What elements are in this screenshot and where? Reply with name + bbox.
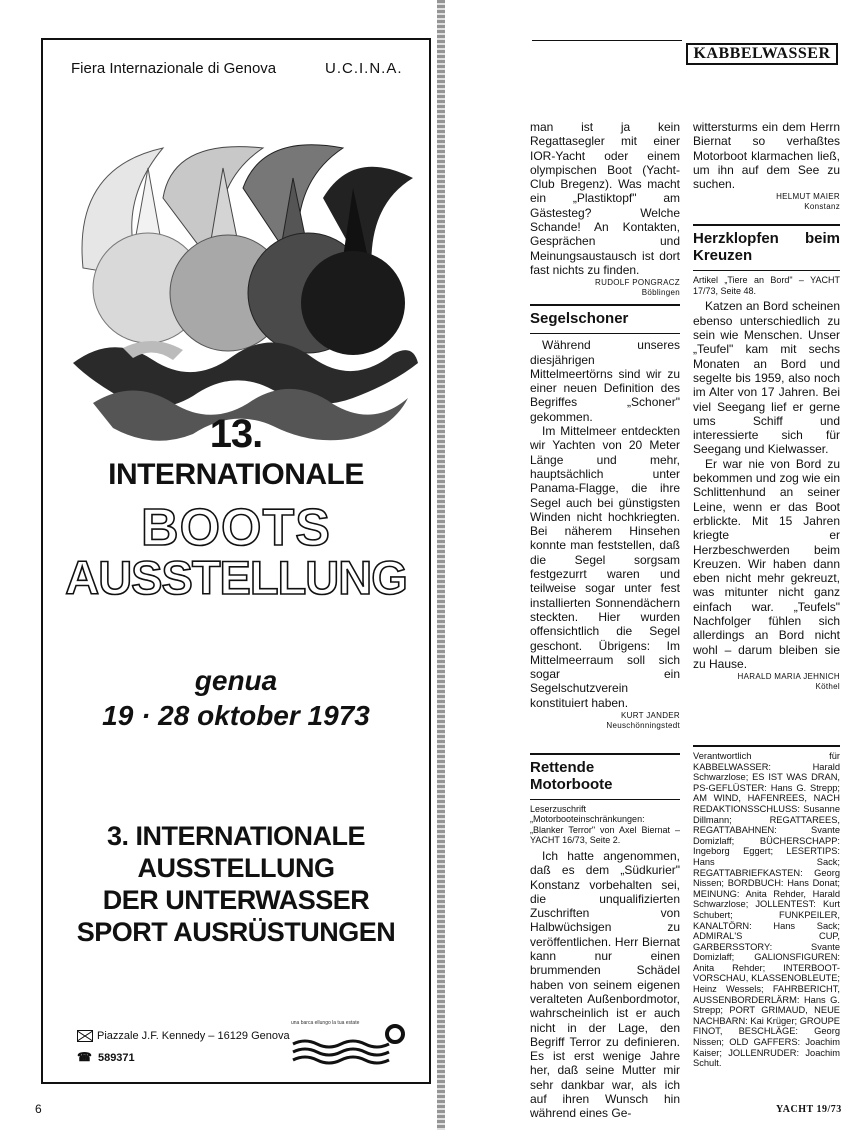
ad-address: [77, 1030, 290, 1042]
section-rule: [693, 270, 840, 271]
ad-third-line: AUSSTELLUNG: [137, 853, 335, 883]
section-rule: [693, 224, 840, 226]
ad-city: genua: [194, 665, 278, 696]
telephone-icon: ☎: [77, 1050, 92, 1064]
letter-text: wittersturms ein dem Herrn Biernat so verhaßtes Motorboot klarmachen ließ, um ihn auf dem See zu suchen.: [693, 120, 840, 192]
ad-logo: [291, 1020, 411, 1068]
sails-illustration: [53, 128, 423, 448]
ad-heading-ausstellung: AUSSTELLUNG: [65, 551, 407, 604]
letters-column-2: [693, 120, 840, 692]
letter-reference: Leserzuschrift „Motorbooteinschränkungen: „Blanker Terror" von Axel Biernat – YACHT 16/73, Seite 2.: [530, 803, 680, 846]
letter-signature: [530, 711, 680, 731]
ad-phone: [77, 1050, 135, 1064]
wave-logo-icon: [291, 1020, 411, 1068]
letter-signature: [693, 672, 840, 692]
section-heading: Rettende Motorboote: [530, 758, 613, 793]
letter-city: Konstanz: [804, 202, 840, 212]
letter-reference: Artikel „Tiere an Bord" – YACHT 17/73, Seite 48.: [693, 275, 840, 296]
ad-heading-boots: BOOTS: [141, 499, 331, 557]
ad-third-line: DER UNTERWASSER: [102, 885, 370, 915]
letter-city: Köthel: [815, 682, 840, 692]
binding-gutter: [437, 0, 445, 1130]
ad-dates: 19 · 28 oktober 1973: [102, 700, 370, 731]
page-number: 6: [35, 1102, 42, 1116]
letter-text: Er war nie von Bord zu bekommen und zog wie ein Schlittenhund an seiner Leine, wenn er das Boot erblickte. Mit 15 Jahren kriegte er Herzbeschwerden beim Kreuzen. Wir haben dann eben nicht mehr gekreuzt, was mitunter nicht ganz einfach war. „Teufels" Nachfolger fühlen sich allerdings an Bord nicht wohl – darum bleiben sie zu Hause.: [693, 456, 840, 671]
envelope-icon: [77, 1030, 93, 1042]
letter-author: HARALD MARIA JEHNICH: [737, 672, 840, 682]
letter-signature: [530, 278, 680, 298]
section-rule: [530, 799, 680, 800]
letter-author: RUDOLF PONGRACZ: [595, 278, 680, 288]
ad-logo-slogan: una barca ellungo la tua estate: [291, 1020, 360, 1026]
boat-show-advertisement: [41, 38, 431, 1084]
ad-underwater-exhibition: [43, 820, 429, 948]
ad-organizer: U.C.I.N.A.: [325, 60, 403, 77]
section-heading: Segelschoner: [530, 310, 629, 328]
letter-text: Ich hatte angenommen, daß es dem „Südkurier" Konstanz vorbehalten sei, die unqualifizierten Zuschriften von Halbwüchsigen zu veröffentlichen. Herr Biernat kann nur einen brummenden Schädel haben von seinem eigenen veralteten Außenbordmotor, wahrscheinlich ist er auch nicht in der Lage, den Begriff Terror zu definieren. Es ist erst wenige Jahre her, daß seine Mutter mir sehr dankbar war, als ich auf ihren Wunsch hin während eines Ge-: [530, 848, 680, 1121]
letter-author: HELMUT MAIER: [776, 192, 840, 202]
editorial-imprint: Verantwortlich für KABBELWASSER: Harald Schwarzlose; ES IST WAS DRAN, PS-GEFLÜSTER: Hans G. Strepp; AM WIND, HAFENREES, NACH REDAKTIONSSCHLUSS: Susanne Dillmann; REGATTAREES, REGATTABAHNEN: Svante Domizlaff; BÜCHERSCHAPP: Ingeborg Eggert; LESERTIPS: Hans Sack; REGATTABRIEFKASTEN: Georg Nissen; BORDBUCH: Hans Donat; MEINUNG: Anita Rehder, Harald Schwarzlose; JOLLENTEST: Kurt Schubert; FUNKPEILER, KANALTÖRN: Hans Sack; ADMIRAL'S CUP, GARBERSSTORY: Svante Domizlaff; GALIONSFIGUREN: Anita Rehder; INTERBOOT-VORSCHAU, KLASSENOBLEUTE; Heinz Wessels; FAHRBERICHT, AUSSENBORDERLÄRM: Hans G. Strepp; PORT GRIMAUD, NEUE NACHBARN: Kai Krüger; GROUPE FINOT, BESCHLÄGE: Georg Nissen; OLD GAFFERS: Joachim Kaiser; JOLLENRUDER: Joachim Schult.: [693, 745, 840, 1069]
section-rule: [530, 753, 680, 755]
letter-text: Während unseres diesjährigen Mittelmeertörns sind wir zu einer neuen Definition des Begriffes „Schoner" gekommen.: [530, 338, 680, 424]
ad-heading-international: INTERNATIONALE: [108, 458, 364, 491]
rubric-title: KABBELWASSER: [686, 43, 838, 65]
section-rule: [530, 333, 680, 334]
ad-edition-number: 13.: [209, 412, 263, 456]
ad-address-text: Piazzale J.F. Kennedy – 16129 Genova: [97, 1030, 290, 1042]
letter-text: man ist ja kein Regattasegler mit einer IOR-Yacht oder einem olympischen Boot (Yacht-Club Bregenz). Was macht ein „Plastiktopf" am Gästesteg? Welche Schande! An Kontakten, Gesprächen und Meinungsaustausch ist dort fast nichts zu finden.: [530, 120, 680, 277]
letters-column-1: [530, 120, 680, 1121]
letter-city: Böblingen: [641, 288, 680, 298]
ad-phone-number: 589371: [97, 1052, 135, 1064]
ad-third-line: SPORT AUSRÜSTUNGEN: [76, 917, 396, 947]
section-heading: Herzklopfen beim Kreuzen: [693, 230, 840, 265]
letter-text: Im Mittelmeer entdeckten wir Yachten von 20 Meter Länge und mehr, hauptsächlich unter Panama-Flagge, die ihre Segel auch bei günstigsten Winden nicht hochkriegten. Bei näherem Hinsehen konnte man feststellen, daß die Segel sorgsam festgezurrt waren und teilweise sogar unter fest installierten Sonnendächern steckten. Hier wurden offensichtlich die Segel geschont. Übrigens: Im Mittelmeerraum soll sich sogar ein Segelschutzverein konstituiert haben.: [530, 424, 680, 710]
ad-fair-name: Fiera Internazionale di Genova: [71, 60, 277, 77]
letter-signature: [693, 192, 840, 212]
section-rule: [530, 304, 680, 306]
letter-text: Katzen an Bord scheinen ebenso unterschiedlich zu sein wie Menschen. Unser „Teufel" kam mit sechs Monaten an Bord und segelte bis 1959, also noch im Alter von 17 Jahren. Bei viel Seegang lief er gerne ums Schiff und interessierte sich für Seegang und Kielwasser.: [693, 299, 840, 457]
page-footer: YACHT 19/73: [776, 1104, 842, 1115]
letter-author: KURT JANDER: [620, 710, 680, 720]
header-rule: [532, 40, 682, 41]
ad-third-line: 3. INTERNATIONALE: [106, 821, 365, 851]
letter-city: Neuschönningstedt: [606, 720, 680, 730]
